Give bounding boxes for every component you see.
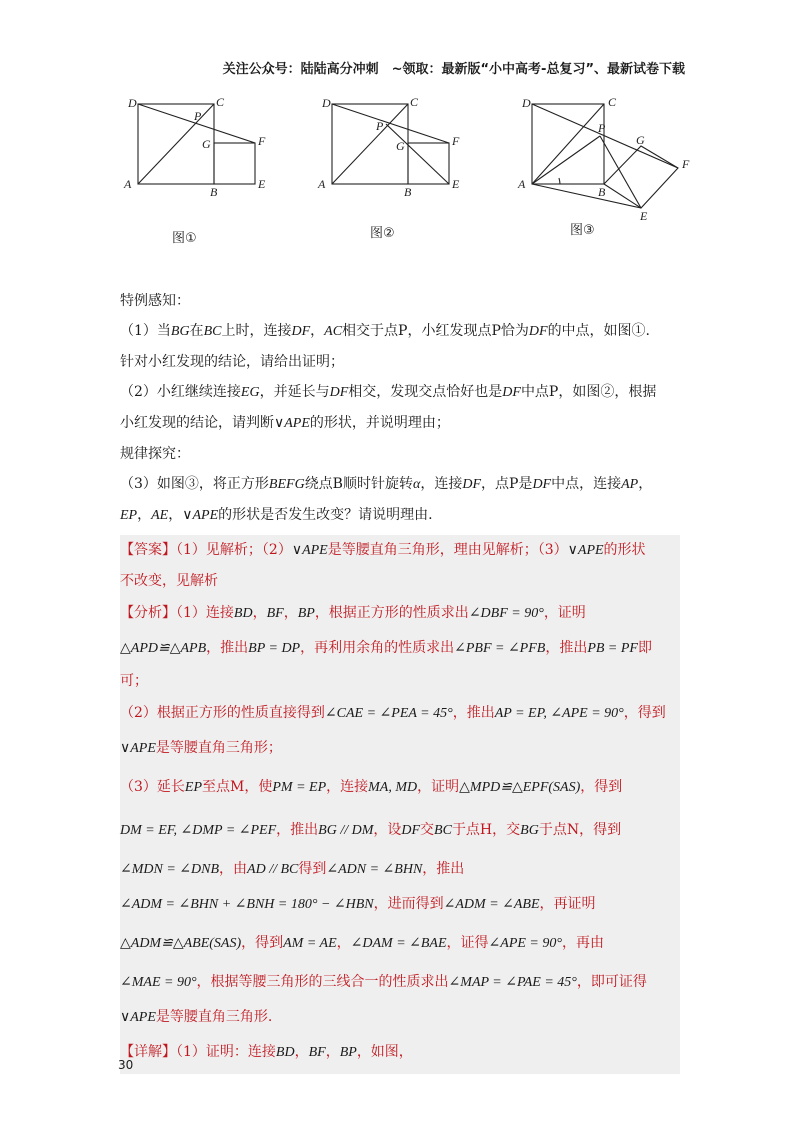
text-run: ，即可证得 [576, 974, 647, 990]
text-run: BG // DM [318, 823, 374, 838]
text-run: BP [297, 606, 315, 621]
text-run: ， [283, 605, 298, 621]
text-run: ∨APE [567, 543, 604, 558]
text-run: ∠MDN = ∠DNB [120, 862, 220, 877]
text-run: DF [291, 324, 311, 339]
text-run: DF [502, 385, 521, 400]
text-run: ， [294, 1044, 309, 1060]
text-run: ，由 [219, 861, 248, 877]
text-run: ∨APE [274, 416, 310, 431]
label-d: D [522, 96, 531, 110]
text-run: 小红发现的结论，请判断 [120, 415, 274, 431]
text-run: BP [339, 1045, 357, 1060]
label-e: E [452, 177, 460, 191]
label-f: F [452, 134, 460, 148]
text-run: DF [532, 477, 552, 492]
answer-block [120, 535, 680, 1074]
detail-line-1 [120, 1035, 680, 1070]
question-2-line-1 [120, 377, 680, 408]
text-run: 【详解】（1）证明：连接 [120, 1044, 276, 1060]
text-run: ∨APE [120, 1010, 156, 1025]
text-run: △ADM≌△ABE(SAS) [120, 936, 242, 951]
text-run: AP [621, 477, 639, 492]
text-run: BF [266, 606, 284, 621]
text-run: ，推出 [206, 640, 249, 656]
text-run: ，再由 [561, 935, 604, 951]
text-run: ，推出 [422, 861, 465, 877]
text-run: BEFG [268, 477, 305, 492]
text-run: AC [324, 324, 343, 339]
text-run: ， [325, 1044, 340, 1060]
text-run: 的形状 [603, 542, 646, 558]
text-run: 于点H，交 [451, 822, 521, 838]
label-e: E [258, 177, 266, 191]
text-run: ，如图， [356, 1044, 413, 1060]
analysis-line-3: 可； [120, 673, 148, 689]
label-p: P [376, 119, 384, 133]
analysis-line-6 [120, 766, 680, 809]
label-b: B [598, 185, 606, 199]
text-run: EP [120, 508, 138, 523]
answer-line-1 [120, 535, 680, 566]
text-run: ，得到 [241, 935, 284, 951]
figure-2 [332, 104, 449, 184]
analysis-line-4 [120, 696, 680, 731]
text-run: ∠MAE = 90° [120, 975, 197, 990]
text-run: （3）延长 [120, 779, 185, 795]
text-run: 【分析】（1）连接 [120, 605, 234, 621]
label-c: C [608, 95, 617, 109]
text-run: ，并延长与 [259, 384, 330, 400]
text-run: BP = DP [248, 641, 301, 656]
text-run: 在 [189, 323, 204, 339]
text-run: ∨APE [120, 741, 156, 756]
label-d: D [322, 96, 331, 110]
text-run: ，根据正方形的性质求出 [314, 605, 469, 621]
label-g: G [202, 137, 211, 151]
text-run: ，推出 [545, 640, 588, 656]
question-2-line-2 [120, 408, 680, 439]
text-run: BF [308, 1045, 326, 1060]
text-run: ，根据等腰三角形的三线合一的性质求出 [196, 974, 449, 990]
text-run: 是等腰直角三角形，理由见解析；（3） [327, 542, 568, 558]
text-run: ，得到 [623, 705, 666, 721]
label-e: E [640, 209, 648, 223]
text-run: （3）如图③，将正方形 [120, 476, 269, 492]
text-run: 于点N，得到 [538, 822, 622, 838]
question-3-line-2 [120, 500, 680, 531]
figure-3-caption: 图③ [570, 223, 595, 238]
text-run: ∨APE [182, 508, 219, 523]
analysis-line-11 [120, 965, 680, 1000]
figures-row [110, 92, 700, 252]
text-run: PB = PF [587, 641, 638, 656]
text-run: ， [137, 507, 152, 523]
question-1-line-2: 针对小红发现的结论，请给出证明； [120, 354, 344, 370]
label-b: B [404, 185, 412, 199]
text-run: AM = AE [283, 936, 337, 951]
text-run: ，点P是 [481, 476, 533, 492]
text-run: ∠ADM = ∠ABE [443, 897, 540, 912]
label-a: A [518, 177, 526, 191]
text-run: ， [336, 935, 351, 951]
text-run: （2）小红继续连接 [120, 384, 241, 400]
text-run: ∠DBF = 90° [468, 606, 544, 621]
figure-2-labels [317, 95, 460, 241]
analysis-line-5 [120, 731, 680, 766]
text-run: △APD≌△APB [120, 641, 207, 656]
text-run: DF [528, 324, 548, 339]
text-run: 的形状是否发生改变？请说明理由. [218, 507, 433, 523]
text-run: BD [233, 606, 253, 621]
text-run: ，证明 [417, 779, 460, 795]
label-d: D [128, 96, 137, 110]
text-run: ∨APE [291, 543, 328, 558]
text-run: AP = EP, ∠APE = 90° [494, 706, 624, 721]
label-c: C [216, 95, 225, 109]
text-run: ，连接 [326, 779, 369, 795]
text-run: ∠DAM = ∠BAE [350, 936, 447, 951]
text-run: BC [434, 823, 452, 838]
text-run: 得到 [298, 861, 327, 877]
page-number: 30 [118, 1058, 134, 1072]
text-run: 上时，连接 [221, 323, 292, 339]
text-run: ， [252, 605, 267, 621]
text-run: 至点M，使 [202, 779, 273, 795]
text-run: BG [170, 324, 190, 339]
text-run: 绕点B顺时针旋转 [304, 476, 413, 492]
label-g: G [636, 133, 645, 147]
text-run: AD // BC [247, 862, 299, 877]
figure-1-caption: 图① [172, 231, 197, 246]
label-b: B [210, 185, 218, 199]
text-run: ，得到 [580, 779, 623, 795]
page-header: 关注公众号：陆陆高分冲刺 ~领取：最新版“小中高考-总复习”、最新试卷下载 [222, 62, 685, 77]
figure-2-caption: 图② [370, 226, 395, 241]
text-run: ， [168, 507, 183, 523]
text-run: 中点P，如图②，根据 [520, 384, 657, 400]
analysis-line-9 [120, 887, 680, 922]
label-p: P [194, 109, 202, 123]
text-run: DM = EF, ∠DMP = ∠PEF [120, 823, 277, 838]
label-c: C [410, 95, 419, 109]
text-run: ∠ADM = ∠BHN + ∠BNH = 180° − ∠HBN [120, 897, 374, 912]
text-run: ，进而得到 [373, 896, 444, 912]
text-run: BD [275, 1045, 295, 1060]
analysis-line-7 [120, 809, 680, 852]
text-run: ，推出 [452, 705, 495, 721]
text-run: ∠APE = 90° [488, 936, 562, 951]
text-run: AE [151, 508, 169, 523]
label-a: A [318, 177, 326, 191]
text-run: 交 [420, 822, 435, 838]
label-f: F [258, 134, 266, 148]
question-3-line-1 [120, 469, 680, 500]
label-g: G [396, 139, 405, 153]
text-run: 的形状，并说明理由； [309, 415, 450, 431]
text-run: ，再利用余角的性质求出 [300, 640, 455, 656]
answer-line-2: 不改变，见解析 [120, 573, 218, 589]
figure-1-labels [123, 95, 266, 246]
text-run: MA, MD [368, 780, 418, 795]
text-run: α [412, 477, 421, 492]
text-run: EG [240, 385, 260, 400]
analysis-line-1 [120, 596, 680, 631]
text-run: ，再证明 [539, 896, 596, 912]
text-run: BG [520, 823, 539, 838]
text-run: DF [329, 385, 349, 400]
text-run: 是等腰直角三角形； [155, 740, 282, 756]
law-title: 规律探究： [120, 446, 190, 462]
text-run: 即 [637, 640, 652, 656]
text-run: ∠ADN = ∠BHN [326, 862, 423, 877]
text-run: ，证得 [446, 935, 489, 951]
text-run: ，证明 [543, 605, 586, 621]
text-run: 相交于点P，小红发现点P恰为 [342, 323, 529, 339]
special-title: 特例感知： [120, 293, 190, 309]
analysis-line-12 [120, 1000, 680, 1035]
text-run: 相交，发现交点恰好也是 [348, 384, 503, 400]
geometry-figures [110, 92, 700, 252]
label-p: P [598, 121, 606, 135]
text-run: ∠CAE = ∠PEA = 45° [324, 706, 453, 721]
text-run: ，设 [373, 822, 402, 838]
problem-content [120, 286, 680, 1074]
text-run: ∠PBF = ∠PFB [454, 641, 546, 656]
text-run: 是等腰直角三角形. [155, 1009, 273, 1025]
text-run: 中点，连接 [551, 476, 622, 492]
text-run: （2）根据正方形的性质直接得到 [120, 705, 325, 721]
analysis-line-10 [120, 922, 680, 965]
text-run: BC [203, 324, 222, 339]
analysis-line-8 [120, 852, 680, 887]
text-run: （1）当 [120, 323, 171, 339]
text-run: ，推出 [276, 822, 319, 838]
text-run: 【答案】（1）见解析；（2） [120, 542, 292, 558]
analysis-line-2 [120, 631, 680, 666]
text-run: 的中点，如图①. [547, 323, 651, 339]
label-a: A [124, 177, 132, 191]
text-run: EP [184, 780, 203, 795]
text-run: ， [310, 323, 325, 339]
label-f: F [682, 157, 690, 171]
text-run: △MPD≌△EPF(SAS) [459, 780, 581, 795]
text-run: PM = EP [272, 780, 327, 795]
text-run: DF [401, 823, 421, 838]
text-run: ， [638, 476, 653, 492]
text-run: ，连接 [420, 476, 463, 492]
text-run: DF [462, 477, 482, 492]
question-1-line-1 [120, 316, 680, 347]
text-run: ∠MAP = ∠PAE = 45° [448, 975, 577, 990]
